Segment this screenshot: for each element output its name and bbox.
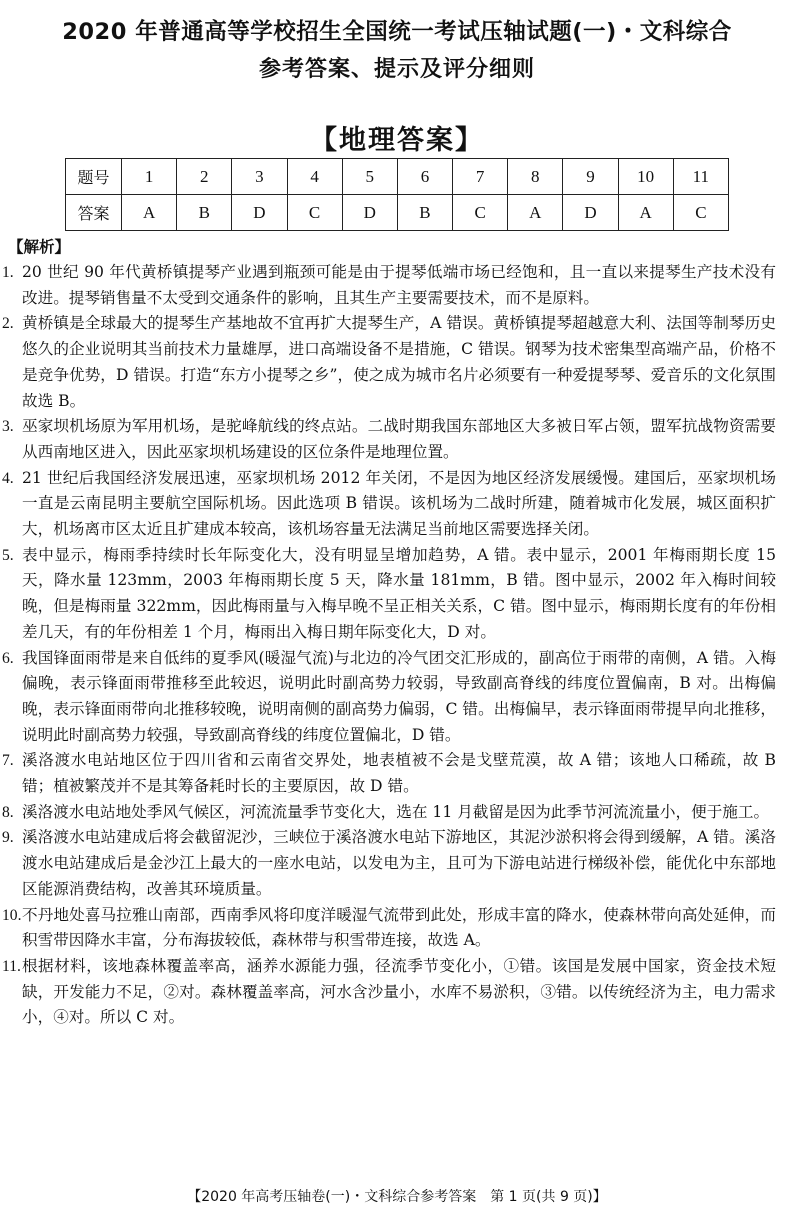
item-number: 5. [2,546,14,564]
answer-cell: D [342,195,397,231]
row-label-number: 题号 [66,159,122,195]
analysis-item [2,414,776,465]
item-number: 10. [2,906,22,924]
item-text: 溪洛渡水电站建成后将会截留泥沙，三峡位于溪洛渡水电站下游地区，其泥沙淤积将会得到缓解，A 错。溪洛渡水电站建成后是金沙江上最大的一座水电站，以发电为主，且可为下游电站进行梯级补偿，能优化中东部地区能源消费结构，改善其环境质量。 [22,828,776,898]
answer-cell: A [618,195,673,231]
analysis-item [2,800,776,826]
question-number-cell: 6 [397,159,452,195]
item-number: 9. [2,829,14,847]
document-subtitle: 参考答案、提示及评分细则 [258,57,535,82]
item-text: 根据材料，该地森林覆盖率高，涵养水源能力强，径流季节变化小，①错。该国是发展中国家，资金技术短缺，开发能力不足，②对。森林覆盖率高，河水含沙量小，水库不易淤积，③错。以传统经济为主，电力需求小，④对。所以 C 对。 [22,956,776,1027]
question-number-cell: 2 [177,159,232,195]
analysis-item [2,748,776,799]
item-text: 巫家坝机场原为军用机场，是驼峰航线的终点站。二战时期我国东部地区大多被日军占领，盟军抗战物资需要从西南地区进入，因此巫家坝机场建设的区位条件是地理位置。 [22,417,776,461]
item-text: 黄桥镇是全球最大的提琴生产基地故不宜再扩大提琴生产，A 错误。黄桥镇提琴超越意大利、法国等制琴历史悠久的企业说明其当前技术力量雄厚，进口高端设备不是措施，C 错误。钢琴为技术密集型高端产品，价格不是竞争优势，D 错误。打造“东方小提琴之乡”，使之成为城市名片必须要有一种爱提琴琴、爱音乐的文化氛围故选 B。 [22,314,776,410]
item-number: 7. [2,752,14,770]
row-label-answer: 答案 [66,195,122,231]
analysis-heading: 【解析】 [8,238,71,256]
answer-table-number-row [66,159,729,195]
analysis-item [2,903,776,954]
question-number-cell: 5 [342,159,397,195]
answer-cell: D [563,195,618,231]
item-number: 11. [2,957,21,975]
analysis-item [2,825,776,902]
answer-cell: D [232,195,287,231]
analysis-list [0,260,794,1031]
item-text: 溪洛渡水电站地区位于四川省和云南省交界处，地表植被不会是戈壁荒漠，故 A 错；该地人口稀疏，故 B 错；植被繁茂并不是其筹备耗时长的主要原因，故 D 错。 [22,751,776,796]
section-title-geography: 【地理答案】 [310,125,484,156]
answer-table [65,158,729,231]
answer-cell: B [397,195,452,231]
item-text: 溪洛渡水电站地处季风气候区，河流流量季节变化大，选在 11 月截留是因为此季节河流流量小，便于施工。 [22,802,770,821]
question-number-cell: 7 [453,159,508,195]
question-number-cell: 10 [618,159,673,195]
item-text: 20 世纪 90 年代黄桥镇提琴产业遇到瓶颈可能是由于提琴低端市场已经饱和，且一直以来提琴生产技术没有改进。提琴销售量不太受到交通条件的影响，且其生产主要需要技术，而不是原料。 [22,263,776,307]
question-number-cell: 1 [122,159,177,195]
question-number-cell: 3 [232,159,287,195]
answer-cell: A [508,195,563,231]
analysis-item [2,466,776,543]
answer-cell: C [453,195,508,231]
answer-table-answer-row [66,195,729,231]
item-text: 不丹地处喜马拉雅山南部，西南季风将印度洋暖湿气流带到此处，形成丰富的降水，使森林带向高处延伸，而积雪带因降水丰富，分布海拔较低，森林带与积雪带连接，故选 A。 [22,905,776,950]
analysis-item [2,954,776,1031]
question-number-cell: 4 [287,159,342,195]
answer-cell: C [287,195,342,231]
analysis-item [2,311,776,414]
answer-cell: C [673,195,728,231]
item-number: 1. [2,264,14,281]
item-text: 21 世纪后我国经济发展迅速，巫家坝机场 2012 年关闭，不是因为地区经济发展缓慢。建国后，巫家坝机场一直是云南昆明主要航空国际机场。因此选项 B 错误。该机场为二战时所建，随着城市化发展，城区面积扩大，机场离市区太近且扩建成本较高，该机场容量无法满足当前地区需要选择关闭。 [22,468,776,539]
analysis-item [2,260,776,311]
item-number: 2. [2,315,14,333]
item-number: 4. [2,469,14,487]
page-footer: 【2020 年高考压轴卷(一)・文科综合参考答案 第 1 页(共 9 页)】 [187,1189,607,1205]
question-number-cell: 11 [673,159,728,195]
item-number: 3. [2,418,14,436]
analysis-item [2,646,776,749]
item-text: 我国锋面雨带是来自低纬的夏季风(暖湿气流)与北边的冷气团交汇形成的，副高位于雨带的南侧，A 错。入梅偏晚，表示锋面雨带推移至此较迟，说明此时副高势力较弱，导致副高脊线的纬度位置偏南，B 对。出梅偏晚，表示锋面雨带向北推移较晚，说明南侧的副高势力偏弱，C 错。出梅偏早，表示锋面雨带提早向北推移，说明此时副高势力较强，导致副高脊线的纬度位置偏北，D 错。 [22,648,776,744]
answer-cell: A [122,195,177,231]
analysis-item [2,543,776,646]
question-number-cell: 9 [563,159,618,195]
answer-cell: B [177,195,232,231]
item-number: 8. [2,803,14,821]
document-title: 2020 年普通高等学校招生全国统一考试压轴试题(一)・文科综合 [62,19,732,45]
item-text: 表中显示，梅雨季持续时长年际变化大，没有明显呈增加趋势，A 错。表中显示，2001 年梅雨期长度 15 天，降水量 123mm，2003 年梅雨期长度 5 天，降水量 181mm，B 错。图中显示，2002 年入梅时间较晚，但是梅雨量 322mm，因此梅雨量与入梅早晚不呈正相关关系，C 错。图中显示，梅雨期长度有的年份相差几天，有的年份相差 1 个月，梅雨出入梅日期年际变化大，D 对。 [22,545,776,641]
question-number-cell: 8 [508,159,563,195]
item-number: 6. [2,649,14,667]
